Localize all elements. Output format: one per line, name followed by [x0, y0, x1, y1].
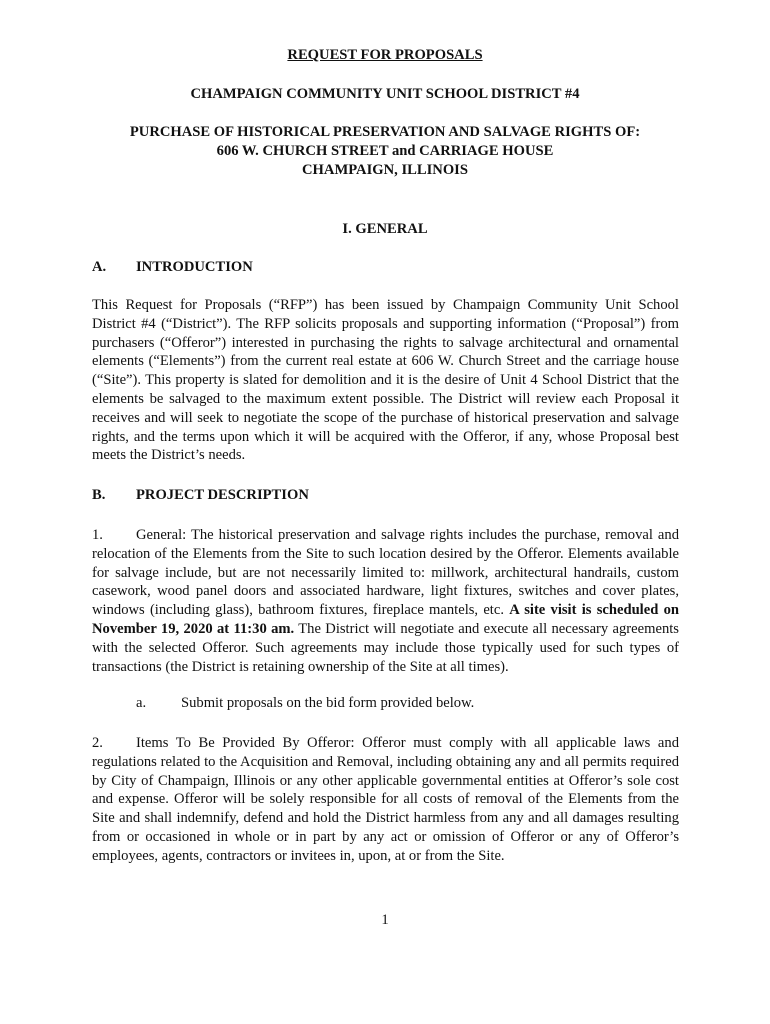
project-item-2	[92, 734, 679, 866]
intro-title: INTRODUCTION	[136, 259, 253, 275]
page-number: 1	[381, 912, 389, 928]
intro-heading	[92, 259, 253, 276]
item-1-number: 1.	[92, 527, 103, 543]
title-text: REQUEST FOR PROPOSALS	[287, 47, 483, 63]
project-title: PROJECT DESCRIPTION	[136, 487, 309, 503]
site-visit-notice: A site visit is scheduled on November 19, 2020 at 11:30 am.	[92, 602, 679, 637]
sub-item-a-text: Submit proposals on the bid form provided below.	[181, 695, 475, 711]
subject-line-1: PURCHASE OF HISTORICAL PRESERVATION AND SALVAGE RIGHTS OF:	[129, 124, 641, 140]
project-number: B.	[92, 487, 106, 503]
intro-paragraph: This Request for Proposals (“RFP”) has been issued by Champaign Community Unit School District #4 (“District”). The RFP solicits proposals and supporting information (“Proposal”) from purchasers (“Offeror”) interested in purchasing the rights to salvage architectural and ornamental elements (“Elements”) from the current real estate at 606 W. Church Street and the carriage house (“Site”). This property is slated for demolition and it is the desire of Unit 4 School District that the elements be salvaged to the maximum extent possible. The District will review each Proposal it receives and will seek to negotiate the scope of the purchase of historical preservation and salvage rights, and the terms upon which it will be acquired with the Offeror, if any, whose Proposal best meets the District’s needs.	[92, 297, 679, 464]
subject-line-2: 606 W. CHURCH STREET and CARRIAGE HOUSE	[216, 143, 554, 159]
document-title	[0, 47, 770, 64]
item-1-text-end: The District will negotiate and execute all necessary agreements with the selected Offeror. Such agreements may include those typically used for such types of transactions (the District is retaining ownership of the Site at all times).	[92, 620, 679, 675]
sub-item-a	[136, 695, 474, 712]
project-item-1	[92, 526, 679, 676]
subject-line-3: CHAMPAIGN, ILLINOIS	[302, 162, 468, 178]
section-heading: I. GENERAL	[342, 221, 428, 237]
item-1-text-start: General: The historical preservation and salvage rights includes the purchase, removal and relocation of the Elements from the Site to such location desired by the Offeror. Elements available for salvage include, but are not necessarily limited to: millwork, architectural handrails, custom casework, wood panel doors and associated hardware, light fixtures, switches and cover plates, windows (including glass), bathroom fixtures, fireplace mantels, etc.	[92, 527, 679, 619]
intro-number: A.	[92, 259, 107, 275]
project-heading	[92, 487, 309, 504]
district-name: CHAMPAIGN COMMUNITY UNIT SCHOOL DISTRICT #4	[190, 86, 580, 102]
sub-item-a-label: a.	[136, 695, 147, 711]
item-2-number: 2.	[92, 735, 103, 751]
item-2-text: Items To Be Provided By Offeror: Offeror must comply with all applicable laws and regulations related to the Acquisition and Removal, including obtaining any and all permits required by City of Champaign, Illinois or any other applicable governmental entities at Offeror’s sole cost and expense. Offeror will be solely responsible for all costs of removal of the Elements from the Site and shall indemnify, defend and hold the District harmless from any and all damages resulting from or occasioned in whole or in part by any act or omission of Offeror or any of Offeror’s employees, agents, contractors or invitees in, upon, at or from the Site.	[92, 735, 679, 864]
